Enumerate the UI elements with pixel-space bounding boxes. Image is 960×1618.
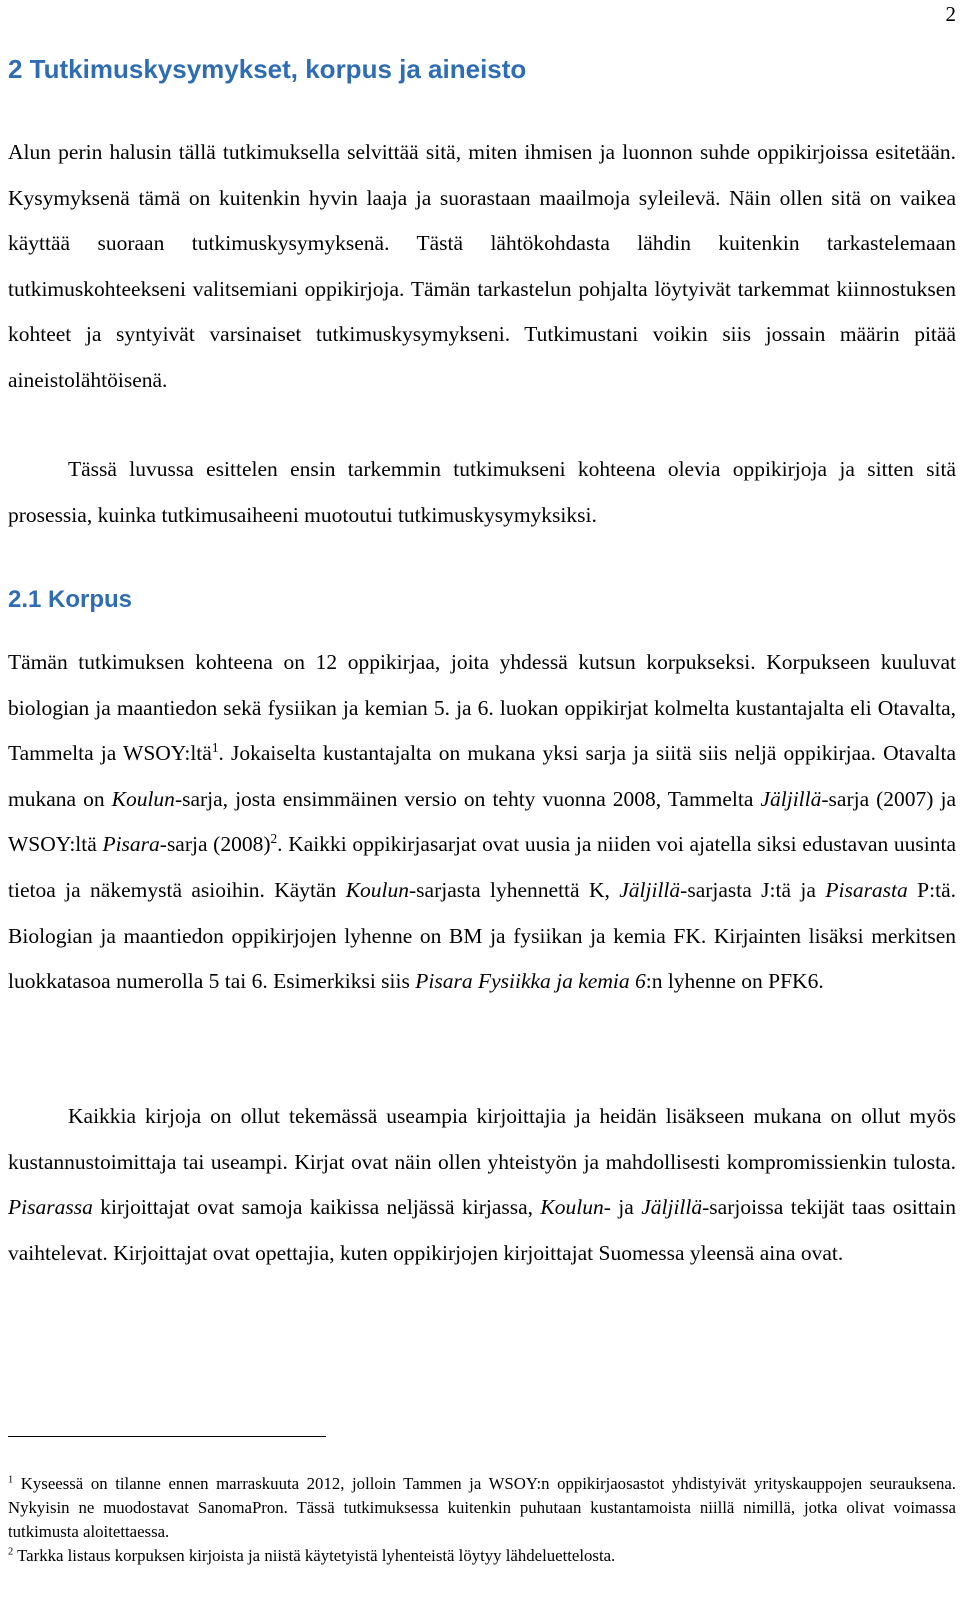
footnotes xyxy=(8,1472,956,1568)
page-number: 2 xyxy=(945,2,956,26)
paragraph-intro: Alun perin halusin tällä tutkimuksella selvittää sitä, miten ihmisen ja luonnon suhde oppikirjoissa esitetään. Kysymyksenä tämä on kuitenkin hyvin laaja ja suorastaan maailmoja syleilevä. Näin ollen sitä on vaikea käyttää suoraan tutkimuskysymyksenä. Tästä lähtökohdasta lähdin kuitenkin tarkastelemaan tutkimuskohteekseni valitsemiani oppikirjoja. Tämän tarkastelun pohjalta löytyivät tarkemmat kiinnostuksen kohteet ja syntyivät varsinaiset tutkimuskysymykseni. Tutkimustani voikin siis jossain määrin pitää aineistolähtöisenä. xyxy=(8,140,956,392)
chapter-heading: 2 Tutkimuskysymykset, korpus ja aineisto xyxy=(8,54,527,84)
paragraph-chapter-overview: Tässä luvussa esittelen ensin tarkemmin tutkimukseni kohteena olevia oppikirjoja ja sitten sitä prosessia, kuinka tutkimusaiheeni muotoutui tutkimuskysymyksiksi. xyxy=(8,457,956,527)
text-run: -sarjasta J:tä ja xyxy=(680,877,826,902)
footnote-1 xyxy=(8,1472,956,1544)
text-run: :n lyhenne on PFK6. xyxy=(645,969,824,994)
footnote-text: Tarkka listaus korpuksen kirjoista ja niistä käytetyistä lyhenteistä löytyy lähdeluettelosta. xyxy=(13,1546,616,1565)
text-run: ja xyxy=(610,1195,642,1220)
text-run: -sarjoissa tekijät taas osittain vaihtelevat. Kirjoittajat ovat opettajia, kuten oppikirjojen kirjoittajat Suomessa yleensä aina ovat. xyxy=(8,1195,956,1265)
paragraph-korpus xyxy=(8,640,956,1005)
text-run: -sarjasta lyhennettä K, xyxy=(409,877,620,902)
text-run: Tämän tutkimuksen kohteena on 12 oppikirjaa, joita yhdessä kutsun korpukseksi. Korpukseen kuuluvat biologian ja maantiedon sekä fysiikan ja kemian 5. ja 6. luokan oppikirjat kolmelta kustantajalta eli Otavalta, Tammelta ja WSOY:ltä xyxy=(8,650,956,766)
book-title-pisara-fk6: Pisara Fysiikka ja kemia 6 xyxy=(415,969,646,994)
text-run: -sarja (2008) xyxy=(159,832,271,857)
series-name-jaljilla: Jäljillä xyxy=(760,786,822,811)
text-run: Kaikkia kirjoja on ollut tekemässä useampia kirjoittajia ja heidän lisäkseen mukana on ollut myös kustannustoimittaja tai useampi. Kirjat ovat näin ollen yhteistyön ja mahdollisesti kompromissienkin tulosta. xyxy=(8,1104,956,1174)
text-run: . Kaikki oppikirjasarjat ovat uusia ja niiden voi ajatella siksi edustavan uusinta tietoa ja näkemystä asioihin. Käytän xyxy=(8,832,956,902)
series-name-koulun: Koulun xyxy=(345,877,410,902)
series-name-pisara: Pisara xyxy=(102,832,160,857)
series-name-jaljilla: Jäljillä xyxy=(641,1195,703,1220)
text-run: -sarja, josta ensimmäinen versio on tehty vuonna 2008, Tammelta xyxy=(174,786,761,811)
series-name-koulun: Koulun- xyxy=(540,1195,611,1220)
footnote-text: Kyseessä on tilanne ennen marraskuuta 2012, jolloin Tammen ja WSOY:n oppikirjaosastot yhdistyivät yrityskauppojen seurauksena. Nykyisin ne muodostavat SanomaPron. Tässä tutkimuksessa kuitenkin puhutaan kustantamoista niillä nimillä, jotka olivat voimassa tutkimusta aloitettaessa. xyxy=(8,1474,956,1541)
series-name-pisarassa: Pisarassa xyxy=(8,1195,93,1220)
text-run: P:tä. Biologian ja maantiedon oppikirjojen lyhenne on BM ja fysiikan ja kemia FK. Kirjainten lisäksi merkitsen luokkatasoa numerolla 5 tai 6. Esimerkiksi siis xyxy=(8,877,956,994)
footnote-mark: 2 xyxy=(8,1546,14,1558)
footnote-2 xyxy=(8,1544,956,1568)
paragraph-authors xyxy=(8,1094,956,1276)
footnote-ref-2[interactable]: 2 xyxy=(270,831,278,847)
footnote-ref-1[interactable]: 1 xyxy=(211,740,219,756)
footnote-separator xyxy=(8,1436,326,1437)
footnote-mark: 1 xyxy=(8,1474,14,1486)
series-name-koulun: Koulun xyxy=(111,786,175,811)
text-run: kirjoittajat ovat samoja kaikissa neljässä kirjassa, xyxy=(92,1195,541,1220)
text-run: -sarja (2007) ja WSOY:ltä xyxy=(8,786,956,857)
series-name-jaljilla: Jäljillä xyxy=(619,877,681,902)
text-run: . Jokaiselta kustantajalta on mukana yksi sarja ja siitä siis neljä oppikirjaa. Otavalta mukana on xyxy=(8,741,956,811)
section-heading-korpus: 2.1 Korpus xyxy=(8,586,133,613)
series-name-pisarasta: Pisarasta xyxy=(825,877,908,902)
